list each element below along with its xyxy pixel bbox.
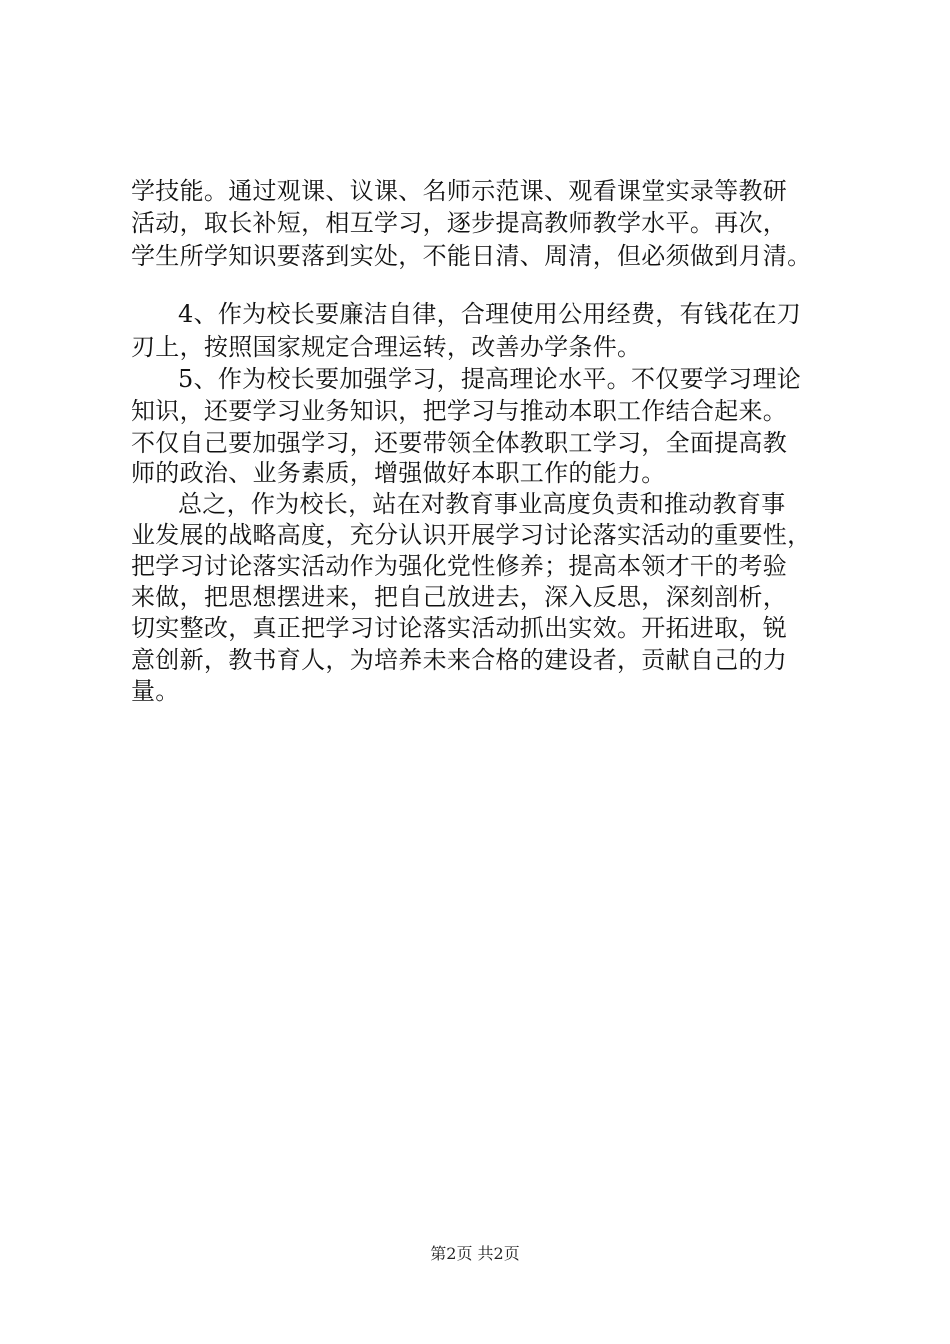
paragraph-line: 刃上，按照国家规定合理运转，改善办学条件。 [131, 333, 642, 361]
paragraph-line: 业发展的战略高度，充分认识开展学习讨论落实活动的重要性， [131, 521, 812, 549]
paragraph-line: 知识，还要学习业务知识，把学习与推动本职工作结合起来。 [131, 397, 788, 425]
paragraph-line: 4、作为校长要廉洁自律，合理使用公用经费，有钱花在刀 [178, 300, 802, 328]
paragraph-line: 师的政治、业务素质，增强做好本职工作的能力。 [131, 459, 666, 487]
paragraph-line: 不仅自己要加强学习，还要带领全体教职工学习，全面提高教 [131, 429, 788, 457]
paragraph-line: 量。 [131, 677, 180, 705]
paragraph-line: 意创新，教书育人，为培养未来合格的建设者，贡献自己的力 [131, 646, 788, 674]
paragraph-line: 切实整改，真正把学习讨论落实活动抓出实效。开拓进取，锐 [131, 614, 788, 642]
paragraph-line: 5、作为校长要加强学习，提高理论水平。不仅要学习理论 [178, 365, 802, 393]
page-number-footer: 第2页 共2页 [430, 1244, 520, 1263]
paragraph-line: 总之，作为校长，站在对教育事业高度负责和推动教育事 [178, 490, 786, 518]
paragraph-line: 学生所学知识要落到实处，不能日清、周清，但必须做到月清。 [131, 242, 812, 270]
paragraph-line: 活动，取长补短，相互学习，逐步提高教师教学水平。再次， [131, 209, 788, 237]
paragraph-line: 来做，把思想摆进来，把自己放进去，深入反思，深刻剖析， [131, 583, 788, 611]
paragraph-line: 把学习讨论落实活动作为强化党性修养；提高本领才干的考验 [131, 552, 788, 580]
paragraph-line: 学技能。通过观课、议课、名师示范课、观看课堂实录等教研 [131, 177, 788, 205]
